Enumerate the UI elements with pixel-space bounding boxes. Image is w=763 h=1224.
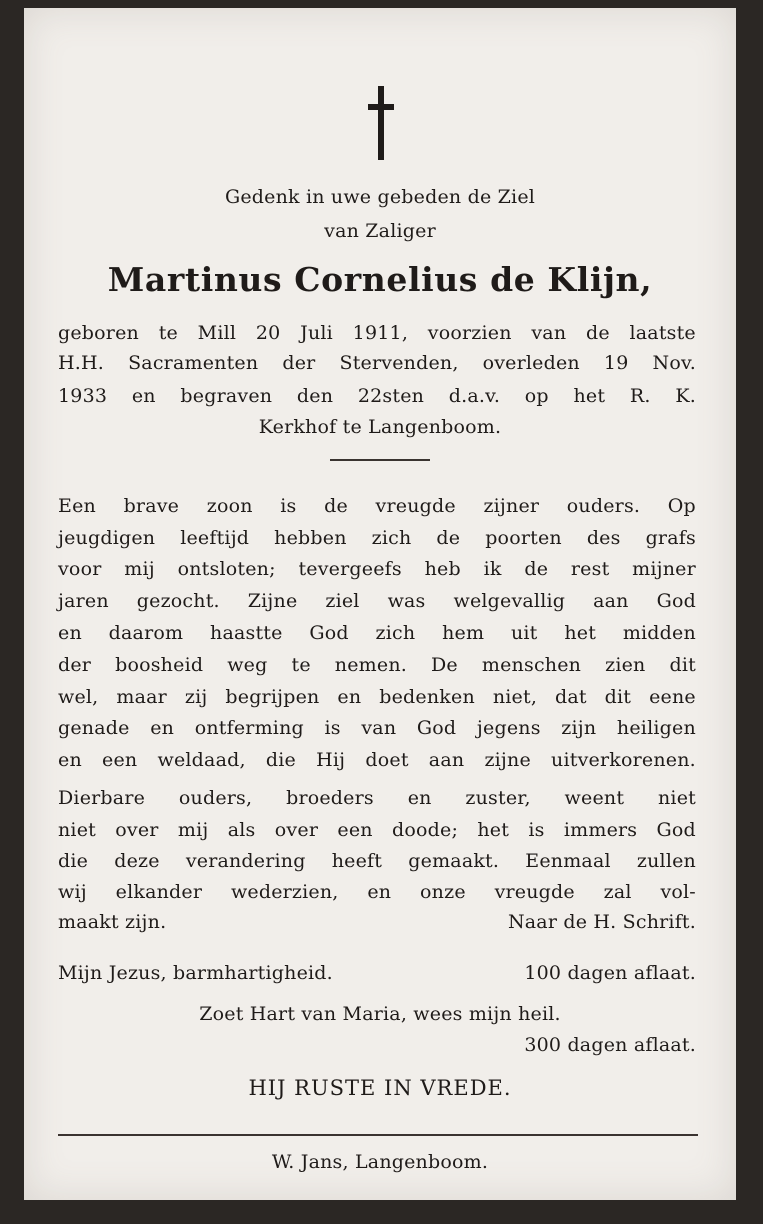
printer-credit: W. Jans, Langenboom.	[271, 1151, 489, 1173]
word: het	[477, 819, 510, 841]
word: 22sten	[357, 385, 425, 407]
word: elkander	[115, 881, 203, 903]
word: zuster,	[465, 787, 531, 809]
word: God	[416, 717, 457, 739]
word: haastte	[210, 622, 283, 644]
word: aan	[593, 590, 629, 612]
word: des	[586, 527, 621, 549]
word: op	[524, 385, 549, 407]
word: voorzien	[427, 322, 512, 344]
word: boosheid	[115, 654, 204, 676]
word: heb	[424, 558, 461, 580]
word: jaren	[58, 590, 109, 612]
word: een	[337, 819, 373, 841]
word: uit	[510, 622, 538, 644]
word: voor	[58, 558, 102, 580]
word: zijn	[561, 717, 597, 739]
word: deze	[114, 850, 160, 872]
paragraph2-last-words: maakt zijn.	[58, 911, 167, 933]
word: Eenmaal	[525, 850, 611, 872]
long-divider	[58, 1134, 698, 1136]
word: is	[324, 717, 341, 739]
word: 1911,	[352, 322, 409, 344]
word: Op	[667, 495, 696, 517]
word: daarom	[108, 622, 184, 644]
word: ik	[483, 558, 502, 580]
word: als	[227, 819, 256, 841]
word: zal	[603, 881, 632, 903]
word: zij	[184, 686, 208, 708]
prayer-2-text: Zoet Hart van Maria, wees mijn heil.	[199, 1003, 561, 1025]
word: God	[656, 590, 696, 612]
word: van	[531, 322, 567, 344]
paragraph2-line-4	[58, 880, 696, 904]
word: overleden	[482, 352, 580, 374]
word: rest	[570, 558, 610, 580]
word: bedenken	[379, 686, 475, 708]
word: Hij	[316, 749, 346, 771]
word: 20	[255, 322, 281, 344]
word: Juli	[300, 322, 333, 344]
word: niet	[658, 787, 696, 809]
word: d.a.v.	[448, 385, 501, 407]
word: broeders	[286, 787, 374, 809]
word: ouders,	[178, 787, 253, 809]
word: zich	[375, 622, 416, 644]
word: van	[361, 717, 397, 739]
paragraph1-line-8	[58, 716, 696, 740]
word: begraven	[180, 385, 273, 407]
header-line-1: Gedenk in uwe gebeden de Ziel	[224, 186, 536, 208]
paragraph1-line-3	[58, 557, 696, 581]
word: Stervenden,	[339, 352, 459, 374]
paragraph2-line-2	[58, 818, 696, 842]
word: laatste	[629, 322, 696, 344]
word: wel,	[58, 686, 99, 708]
word: te	[291, 654, 311, 676]
word: Zijne	[247, 590, 298, 612]
deceased-name: Martinus Cornelius de Klijn,	[107, 260, 653, 299]
word: der	[58, 654, 92, 676]
word: K.	[675, 385, 696, 407]
prayer-2-indulgence: 300 dagen aflaat.	[524, 1034, 696, 1056]
word: mijner	[632, 558, 696, 580]
word: heiligen	[616, 717, 696, 739]
scripture-source: Naar de H. Schrift.	[507, 911, 696, 933]
word: heeft	[331, 850, 383, 872]
paragraph1-line-5	[58, 621, 696, 645]
word: was	[387, 590, 426, 612]
word: een	[102, 749, 138, 771]
word: het	[573, 385, 606, 407]
word: brave	[123, 495, 180, 517]
word: ziel	[325, 590, 360, 612]
paragraph1-line-6	[58, 653, 696, 677]
word: en	[367, 881, 392, 903]
word: zoon	[206, 495, 253, 517]
word: de	[436, 527, 461, 549]
word: gemaakt.	[408, 850, 500, 872]
prayer-1-text: Mijn Jezus, barmhartigheid.	[58, 962, 333, 984]
paragraph2-line-3	[58, 849, 696, 873]
word: Mill	[197, 322, 237, 344]
word: midden	[622, 622, 696, 644]
biography-line-4: Kerkhof te Langenboom.	[258, 416, 502, 438]
word: doet	[365, 749, 409, 771]
word: over	[274, 819, 319, 841]
header-line-2: van Zaliger	[324, 220, 436, 242]
word: geboren	[58, 322, 139, 344]
word: de	[324, 495, 348, 517]
word: onze	[420, 881, 466, 903]
word: doode;	[392, 819, 459, 841]
word: dit	[669, 654, 696, 676]
word: te	[158, 322, 178, 344]
word: Een	[58, 495, 96, 517]
word: leeftijd	[180, 527, 250, 549]
word: R.	[629, 385, 651, 407]
biography-line-1	[58, 321, 696, 345]
cross-icon	[368, 86, 394, 160]
word: weg	[227, 654, 268, 676]
word: niet,	[492, 686, 538, 708]
word: en	[58, 622, 82, 644]
word: is	[280, 495, 297, 517]
word: begrijpen	[225, 686, 320, 708]
word: hebben	[274, 527, 347, 549]
paragraph1-line-9	[58, 748, 696, 772]
word: H.H.	[58, 352, 105, 374]
word: zien	[605, 654, 646, 676]
word: en	[407, 787, 432, 809]
word: zijner	[483, 495, 540, 517]
word: de	[585, 322, 610, 344]
word: God	[309, 622, 349, 644]
word: immers	[563, 819, 638, 841]
word: eene	[649, 686, 696, 708]
word: uitverkorenen.	[551, 749, 696, 771]
word: die	[265, 749, 296, 771]
word: maar	[116, 686, 167, 708]
word: hem	[442, 622, 485, 644]
word: dit	[604, 686, 632, 708]
word: weldaad,	[157, 749, 246, 771]
word: grafs	[645, 527, 696, 549]
word: jeugdigen	[58, 527, 156, 549]
word: mij	[124, 558, 155, 580]
word: de	[524, 558, 549, 580]
closing-phrase: HIJ RUSTE IN VREDE.	[248, 1076, 512, 1100]
word: zullen	[636, 850, 696, 872]
word: welgevallig	[453, 590, 566, 612]
word: weent	[564, 787, 625, 809]
word: zijne	[484, 749, 531, 771]
word: menschen	[481, 654, 582, 676]
word: ontferming	[194, 717, 304, 739]
word: dat	[555, 686, 587, 708]
word: 1933	[58, 385, 108, 407]
word: vol-	[660, 881, 696, 903]
word: ontsloten;	[177, 558, 276, 580]
word: over	[115, 819, 159, 841]
word: 19	[603, 352, 629, 374]
word: wederzien,	[230, 881, 339, 903]
short-divider	[330, 459, 430, 461]
biography-line-2	[58, 351, 696, 375]
biography-line-3	[58, 384, 696, 408]
paragraph2-line-1	[58, 786, 696, 810]
prayer-1-indulgence: 100 dagen aflaat.	[524, 962, 696, 984]
word: en	[131, 385, 156, 407]
word: jegens	[476, 717, 541, 739]
word: en	[150, 717, 175, 739]
word: die	[58, 850, 89, 872]
word: en	[337, 686, 362, 708]
word: is	[528, 819, 545, 841]
word: der	[282, 352, 316, 374]
word: Sacramenten	[128, 352, 259, 374]
paragraph1-line-2	[58, 526, 696, 550]
paragraph2-final-line	[58, 910, 696, 934]
paragraph1-line-7	[58, 685, 696, 709]
memorial-card	[24, 8, 736, 1200]
word: ouders.	[566, 495, 641, 517]
word: gezocht.	[136, 590, 220, 612]
word: vreugde	[494, 881, 575, 903]
word: vreugde	[375, 495, 456, 517]
paragraph1-line-1	[58, 494, 696, 518]
word: verandering	[185, 850, 306, 872]
word: poorten	[485, 527, 562, 549]
word: en	[58, 749, 82, 771]
word: nemen.	[334, 654, 407, 676]
word: God	[656, 819, 696, 841]
word: aan	[428, 749, 465, 771]
word: mij	[177, 819, 209, 841]
prayer-1	[58, 961, 696, 985]
word: niet	[58, 819, 96, 841]
word: tevergeefs	[298, 558, 402, 580]
word: De	[431, 654, 458, 676]
word: het	[564, 622, 597, 644]
word: genade	[58, 717, 130, 739]
word: Dierbare	[58, 787, 146, 809]
paragraph1-line-4	[58, 589, 696, 613]
word: den	[296, 385, 334, 407]
word: Nov.	[652, 352, 696, 374]
word: wij	[58, 881, 87, 903]
word: zich	[371, 527, 412, 549]
